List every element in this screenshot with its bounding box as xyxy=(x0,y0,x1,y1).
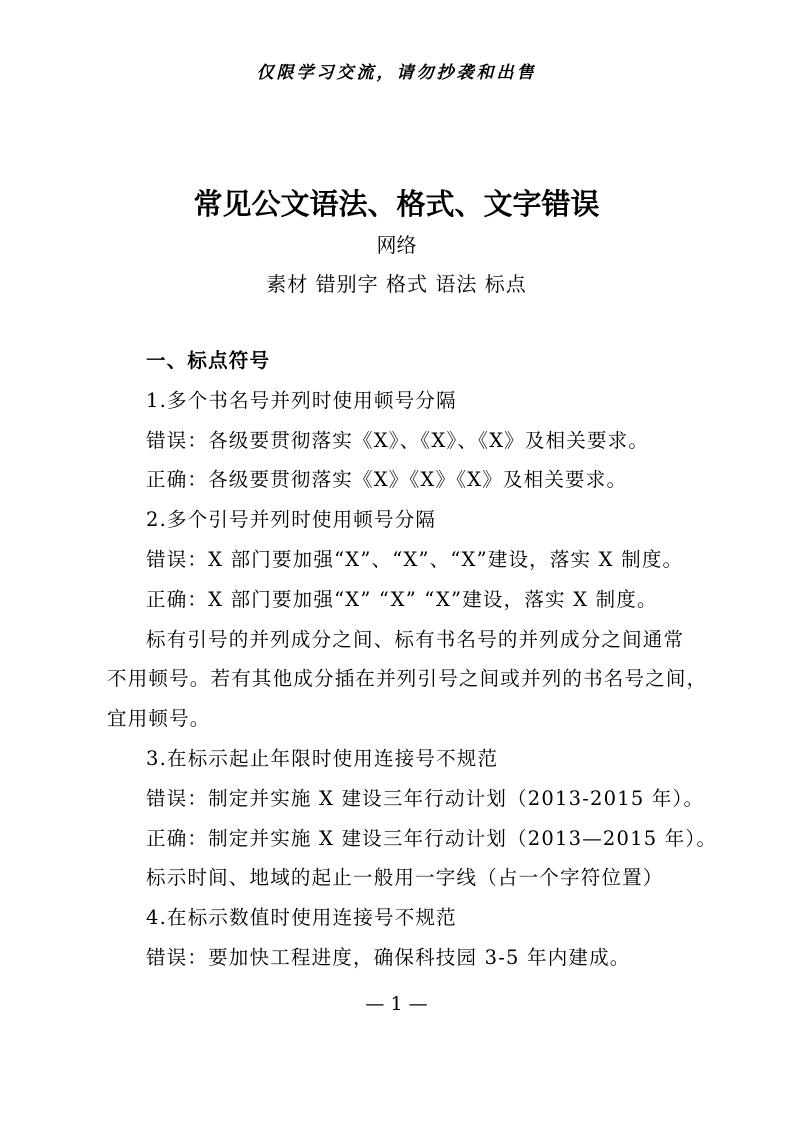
text-line: 3.在标示起止年限时使用连接号不规范 xyxy=(146,746,499,770)
document-keywords: 素材 错别字 格式 语法 标点 xyxy=(266,272,527,296)
document-title: 常见公文语法、格式、文字错误 xyxy=(193,187,600,221)
text-line: 1.多个书名号并列时使用顿号分隔 xyxy=(146,388,457,412)
text-line: 错误：要加快工程进度，确保科技园 3-5 年内建成。 xyxy=(146,945,631,969)
text-line: 正确：X 部门要加强“X” “X” “X”建设，落实 X 制度。 xyxy=(146,587,658,611)
text-line: 4.在标示数值时使用连接号不规范 xyxy=(146,906,457,930)
document-author: 网络 xyxy=(376,233,417,257)
text-line: 错误：制定并实施 X 建设三年行动计划（2013-2015 年）。 xyxy=(146,786,705,810)
text-line: 标示时间、地域的起止一般用一字线（占一个字符位置） xyxy=(146,866,664,890)
page-number: — 1 — xyxy=(365,993,428,1015)
paragraph-line: 标有引号的并列成分之间、标有书名号的并列成分之间通常 xyxy=(146,627,685,651)
header-notice: 仅限学习交流，请勿抄袭和出售 xyxy=(256,63,537,83)
text-line: 错误：X 部门要加强“X”、“X”、“X”建设，落实 X 制度。 xyxy=(146,547,684,571)
text-line: 正确：各级要贯彻落实《X》《X》《X》及相关要求。 xyxy=(146,468,628,492)
text-line: 错误：各级要贯彻落实《X》、《X》、《X》及相关要求。 xyxy=(146,428,650,452)
document-body xyxy=(107,341,718,978)
section-heading: 一、标点符号 xyxy=(146,349,271,372)
paragraph-line: 不用顿号。若有其他成分插在并列引号之间或并列的书名号之间， xyxy=(107,667,708,691)
text-line: 正确：制定并实施 X 建设三年行动计划（2013—2015 年）。 xyxy=(146,826,718,850)
paragraph-line: 宜用顿号。 xyxy=(107,707,211,731)
text-line: 2.多个引号并列时使用顿号分隔 xyxy=(146,508,437,532)
